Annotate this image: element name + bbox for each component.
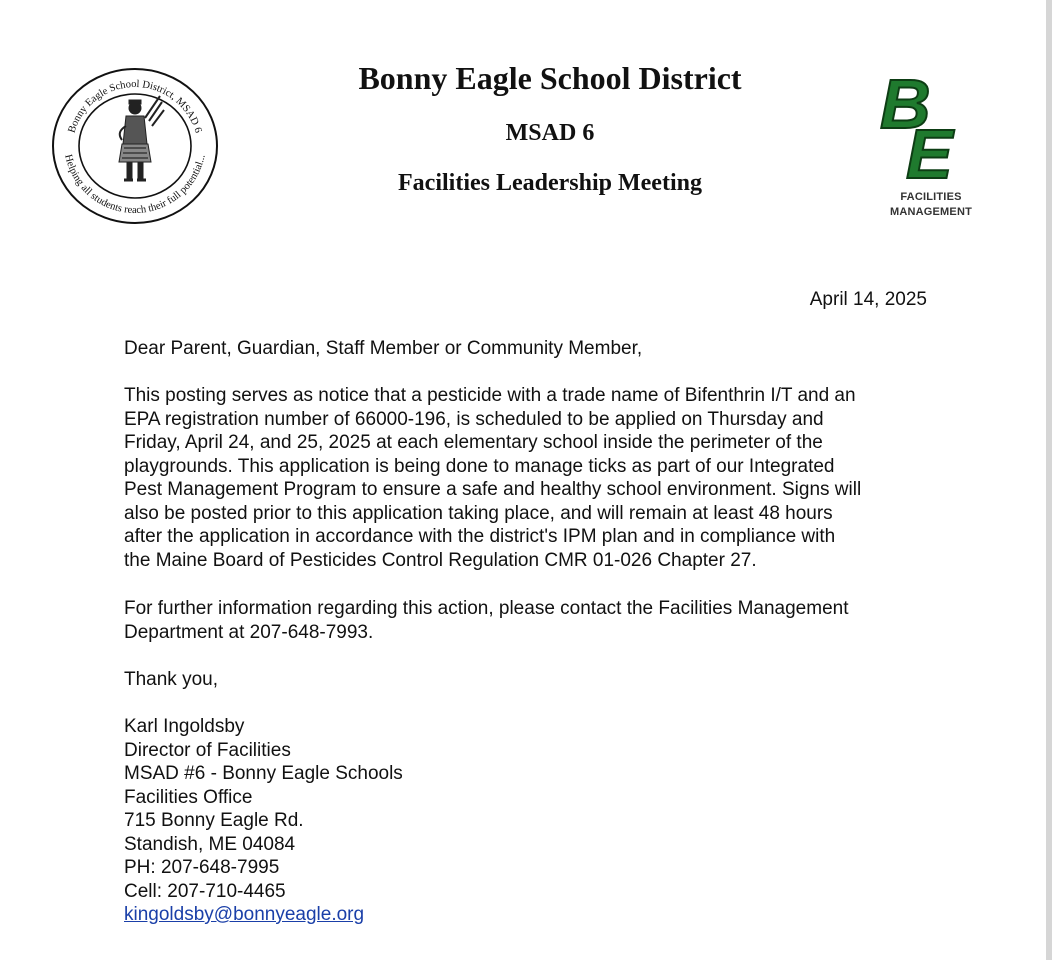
signature-title: Director of Facilities [124, 739, 291, 761]
signature-cell: Cell: 207-710-4465 [124, 880, 286, 902]
contact-line: Department at 207-648-7993. [124, 621, 374, 643]
notice-line: EPA registration number of 66000-196, is scheduled to be applied on Thursday and [124, 408, 824, 430]
seal-bottom-text: Helping all students reach their full potential... [62, 153, 208, 217]
signature-office: Facilities Office [124, 786, 253, 808]
be-logo-letter-e: E [906, 115, 953, 193]
notice-paragraph [124, 384, 944, 572]
contact-line: For further information regarding this action, please contact the Facilities Management [124, 598, 849, 619]
signature-org: MSAD #6 - Bonny Eagle Schools [124, 763, 403, 784]
notice-line: also be posted prior to this application taking place, and will remain at least 48 hours [124, 502, 833, 524]
closing: Thank you, [124, 669, 218, 690]
signature-street: 715 Bonny Eagle Rd. [124, 810, 304, 831]
signature-name: Karl Ingoldsby [124, 716, 245, 737]
notice-line: Friday, April 24, and 25, 2025 at each elementary school inside the perimeter of the [124, 432, 823, 453]
page-edge [1046, 0, 1052, 960]
district-seal-logo [50, 66, 220, 226]
bagpiper-icon [119, 96, 164, 180]
page-subtitle: MSAD 6 [505, 120, 595, 146]
signature-phone: PH: 207-648-7995 [124, 857, 280, 878]
salutation: Dear Parent, Guardian, Staff Member or Community Member, [124, 338, 643, 359]
email-link[interactable]: kingoldsby@bonnyeagle.org [124, 904, 365, 925]
notice-line: after the application in accordance with the district's IPM plan and in compliance with [124, 526, 836, 547]
seal-top-text: Bonny Eagle School District, MSAD 6 [66, 78, 204, 135]
be-logo-line1: FACILITIES [900, 191, 962, 203]
be-logo-line2: MANAGEMENT [889, 206, 973, 218]
notice-line: the Maine Board of Pesticides Control Regulation CMR 01-026 Chapter 27. [124, 549, 757, 571]
letter-date: April 14, 2025 [809, 289, 927, 310]
notice-line: playgrounds. This application is being done to manage ticks as part of our Integrated [124, 455, 835, 477]
notice-line: Pest Management Program to ensure a safe and healthy school environment. Signs will [124, 479, 862, 500]
contact-paragraph [124, 597, 944, 644]
be-logo-letter-b: B [880, 66, 931, 143]
meeting-title: Facilities Leadership Meeting [398, 170, 702, 196]
page-title: Bonny Eagle School District [358, 60, 742, 96]
notice-line: This posting serves as notice that a pesticide with a trade name of Bifenthrin I/T and an [124, 385, 856, 406]
signature-city: Standish, ME 04084 [124, 833, 296, 855]
signature-block [124, 715, 403, 927]
